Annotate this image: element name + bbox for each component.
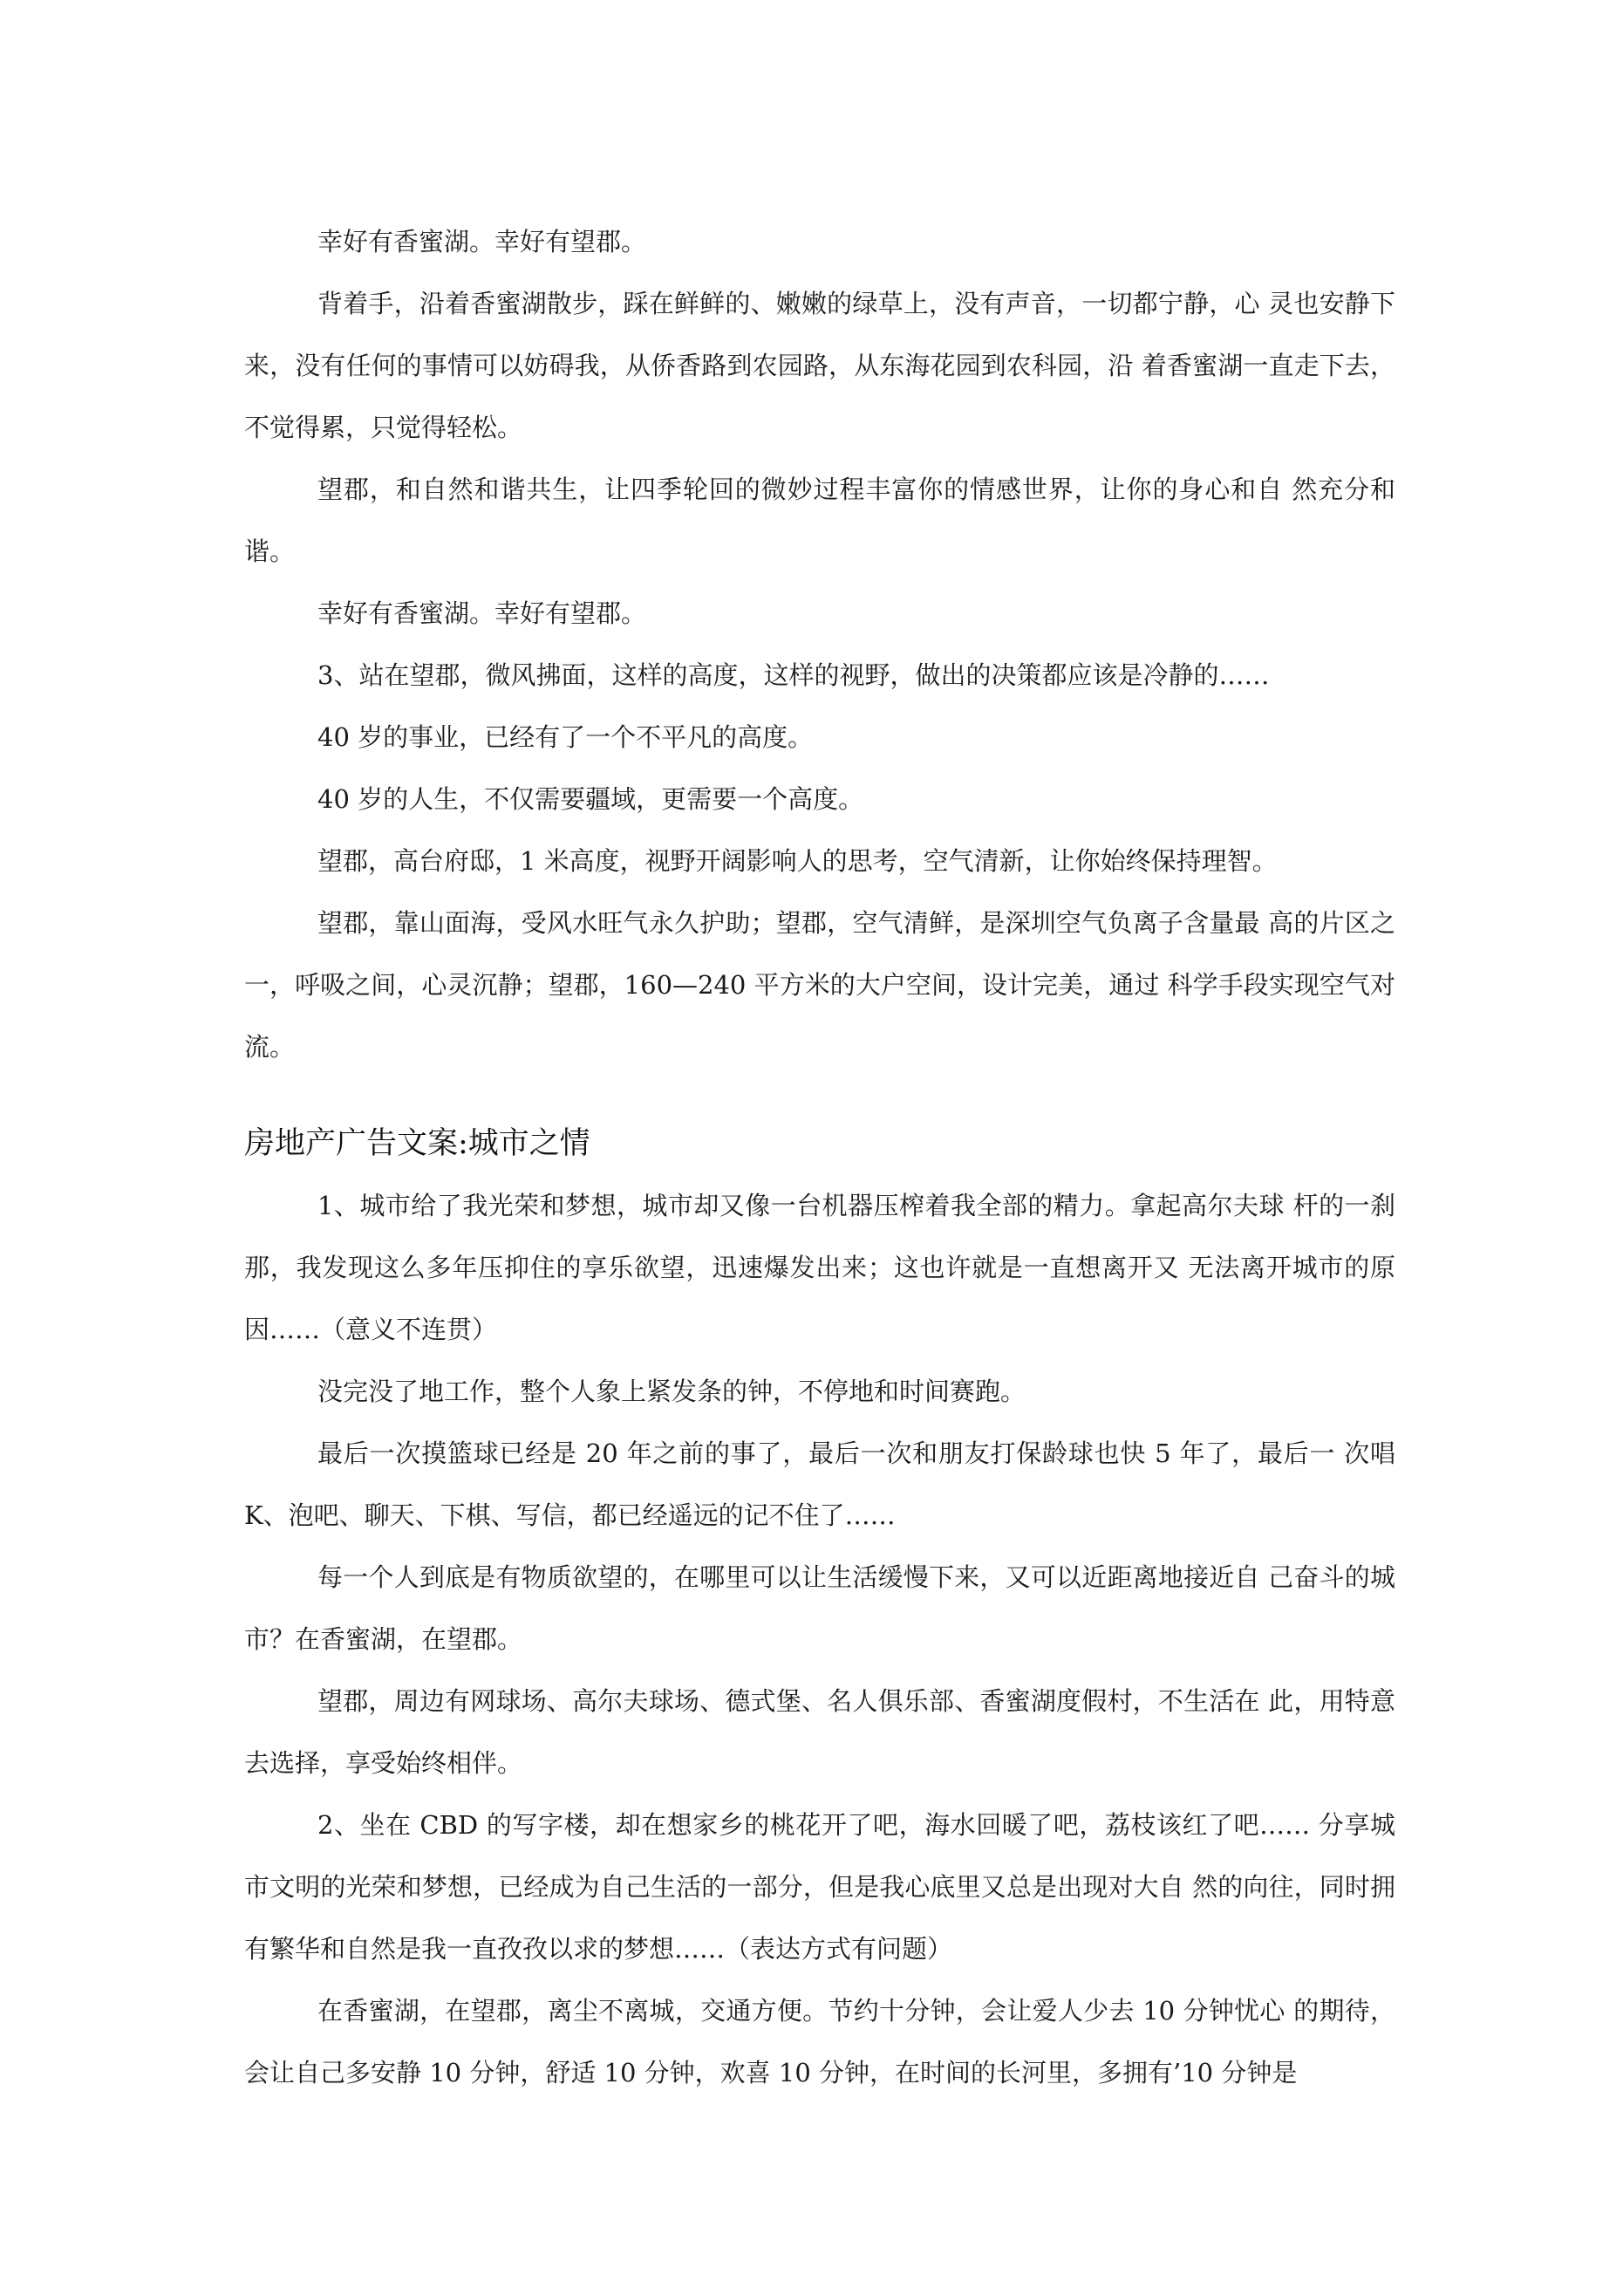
paragraph: 望郡，高台府邸，1 米高度，视野开阔影响人的思考，空气清新，让你始终保持理智。: [317, 846, 1278, 876]
section-xiangmihu-walk: [244, 211, 1395, 1078]
paragraph: 40 岁的人生，不仅需要疆域，更需要一个高度。: [317, 784, 864, 814]
paragraph: 望郡，靠山面海，受风水旺气永久护助；望郡，空气清鲜，是深圳空气负离子含量最 高的片区之一，呼吸之间，心灵沉静；望郡，160—240 平方米的大户空间，设计完美，通过 科学手段实现空气对流。: [244, 908, 1395, 1062]
paragraph: 幸好有香蜜湖。幸好有望郡。: [317, 227, 647, 256]
paragraph: 1、城市给了我光荣和梦想，城市却又像一台机器压榨着我全部的精力。拿起高尔夫球 杆的一刹那，我发现这么多年压抑住的享乐欲望，迅速爆发出来；这也许就是一直想离开又 无法离开城市的原因……（意义不连贯）: [244, 1191, 1395, 1344]
paragraph: 幸好有香蜜湖。幸好有望郡。: [317, 598, 647, 628]
paragraph: 没完没了地工作，整个人象上紧发条的钟，不停地和时间赛跑。: [317, 1377, 1026, 1406]
paragraph: 2、坐在 CBD 的写字楼，却在想家乡的桃花开了吧，海水回暖了吧，荔枝该红了吧…… 分享城市文明的光荣和梦想，已经成为自己生活的一部分，但是我心底里又总是出现对大自 然的向往，同时拥有繁华和自然是我一直孜孜以求的梦想……（表达方式有问题）: [244, 1810, 1395, 1964]
section-title: 房地产广告文案:城市之情: [244, 1126, 590, 1161]
paragraph: 望郡，周边有网球场、高尔夫球场、德式堡、名人俱乐部、香蜜湖度假村，不生活在 此，用特意去选择，享受始终相伴。: [244, 1686, 1395, 1778]
paragraph: 背着手，沿着香蜜湖散步，踩在鲜鲜的、嫩嫩的绿草上，没有声音，一切都宁静，心 灵也安静下来，没有任何的事情可以妨碍我，从侨香路到农园路，从东海花园到农科园，沿 着香蜜湖一直走下去，不觉得累，只觉得轻松。: [244, 289, 1395, 442]
paragraph: 最后一次摸篮球已经是 20 年之前的事了，最后一次和朋友打保龄球也快 5 年了，最后一 次唱 K、泡吧、聊天、下棋、写信，都已经遥远的记不住了……: [244, 1438, 1395, 1530]
paragraph: 每一个人到底是有物质欲望的，在哪里可以让生活缓慢下来，又可以近距离地接近自 己奋斗的城市？在香蜜湖，在望郡。: [244, 1562, 1395, 1654]
document-body: [244, 211, 1395, 2104]
paragraph: 望郡，和自然和谐共生，让四季轮回的微妙过程丰富你的情感世界，让你的身心和自 然充分和谐。: [244, 475, 1395, 566]
paragraph: 在香蜜湖，在望郡，离尘不离城，交通方便。节约十分钟，会让爱人少去 10 分钟忧心 的期待，会让自己多安静 10 分钟，舒适 10 分钟，欢喜 10 分钟，在时间的长河里，多拥有’10 分钟是: [244, 1996, 1395, 2088]
section-city-emotion: [244, 1078, 1395, 2104]
paragraph: 40 岁的事业，已经有了一个不平凡的高度。: [317, 722, 814, 752]
paragraph: 3、站在望郡，微风拂面，这样的高度，这样的视野，做出的决策都应该是冷静的……: [317, 660, 1270, 690]
